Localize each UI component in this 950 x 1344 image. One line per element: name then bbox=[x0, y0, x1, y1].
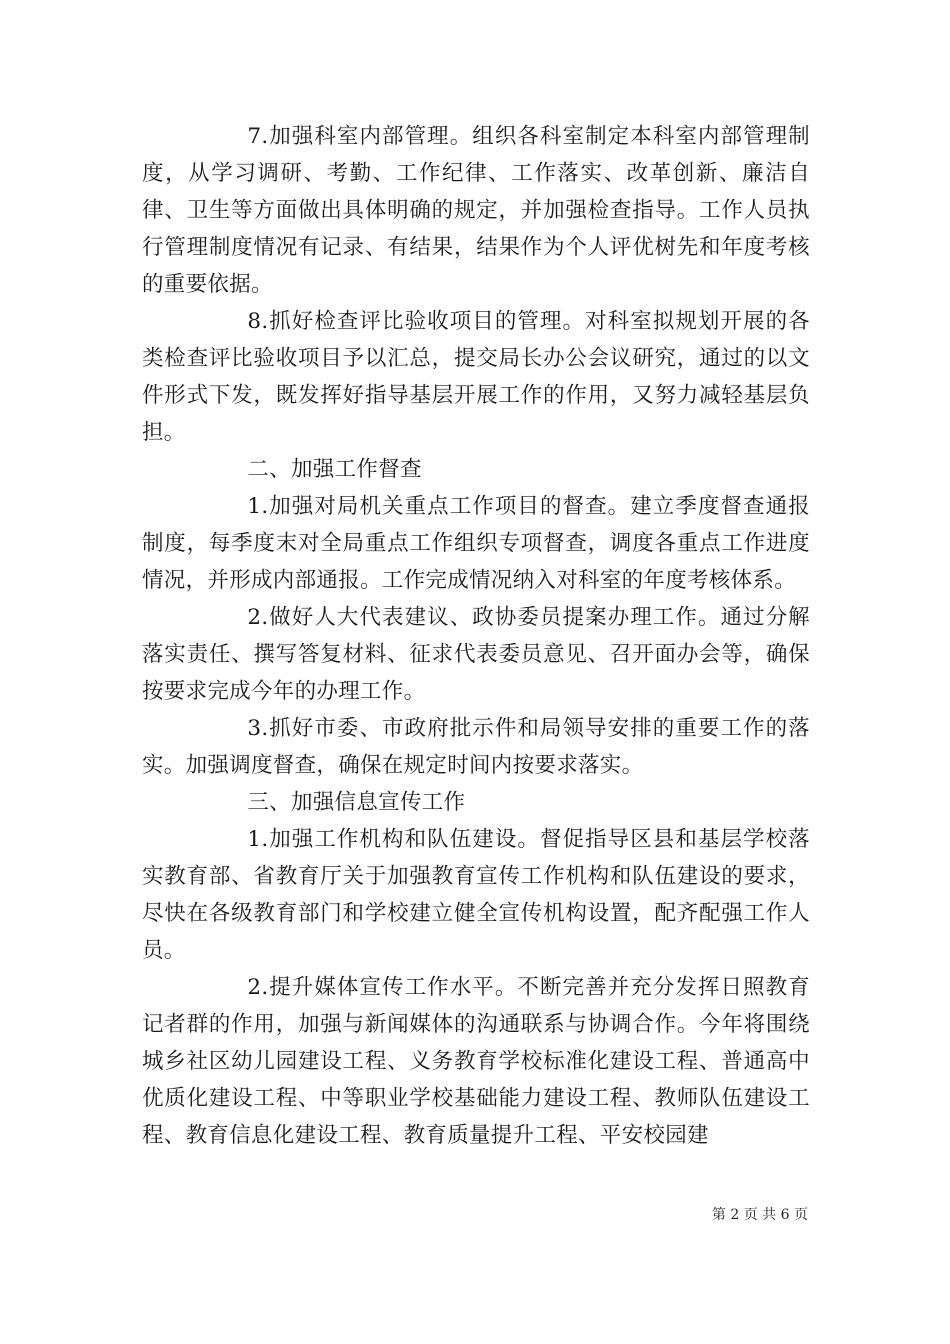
document-body bbox=[142, 118, 810, 1154]
paragraph-item-8: 8.抓好检查评比验收项目的管理。对科室拟规划开展的各类检查评比验收项目予以汇总，提交局长办公会议研究，通过的以文件形式下发，既发挥好指导基层开展工作的作用，又努力减轻基层负担。 bbox=[142, 309, 810, 445]
paragraph-item-7: 7.加强科室内部管理。组织各科室制定本科室内部管理制度，从学习调研、考勤、工作纪律、工作落实、改革创新、廉洁自律、卫生等方面做出具体明确的规定，并加强检查指导。工作人员执行管理制度情况有记录、有结果，结果作为个人评优树先和年度考核的重要依据。 bbox=[142, 124, 810, 297]
paragraph-item-2-2: 2.做好人大代表建议、政协委员提案办理工作。通过分解落实责任、撰写答复材料、征求代表委员意见、召开面办会等，确保按要求完成今年的办理工作。 bbox=[142, 605, 810, 704]
paragraph-item-2-3: 3.抓好市委、市政府批示件和局领导安排的重要工作的落实。加强调度督查，确保在规定时间内按要求落实。 bbox=[142, 716, 810, 778]
paragraph-item-3-1: 1.加强工作机构和队伍建设。督促指导区县和基层学校落实教育部、省教育厅关于加强教育宣传工作机构和队伍建设的要求，尽快在各级教育部门和学校建立健全宣传机构设置，配齐配强工作人员。 bbox=[142, 827, 810, 963]
page-number-footer: 第 2 页 共 6 页 bbox=[711, 1207, 808, 1223]
paragraph-item-3-2: 2.提升媒体宣传工作水平。不断完善并充分发挥日照教育记者群的作用，加强与新闻媒体的沟通联系与协调合作。今年将围绕城乡社区幼儿园建设工程、义务教育学校标准化建设工程、普通高中优质化建设工程、中等职业学校基础能力建设工程、教师队伍建设工程、教育信息化建设工程、教育质量提升工程、平安校园建 bbox=[142, 975, 810, 1148]
paragraph-item-2-1: 1.加强对局机关重点工作项目的督查。建立季度督查通报制度，每季度末对全局重点工作组织专项督查，调度各重点工作进度情况，并形成内部通报。工作完成情况纳入对科室的年度考核体系。 bbox=[142, 494, 810, 593]
section-heading-2: 二、加强工作督查 bbox=[247, 457, 422, 482]
section-heading-3: 三、加强信息宣传工作 bbox=[247, 790, 466, 815]
